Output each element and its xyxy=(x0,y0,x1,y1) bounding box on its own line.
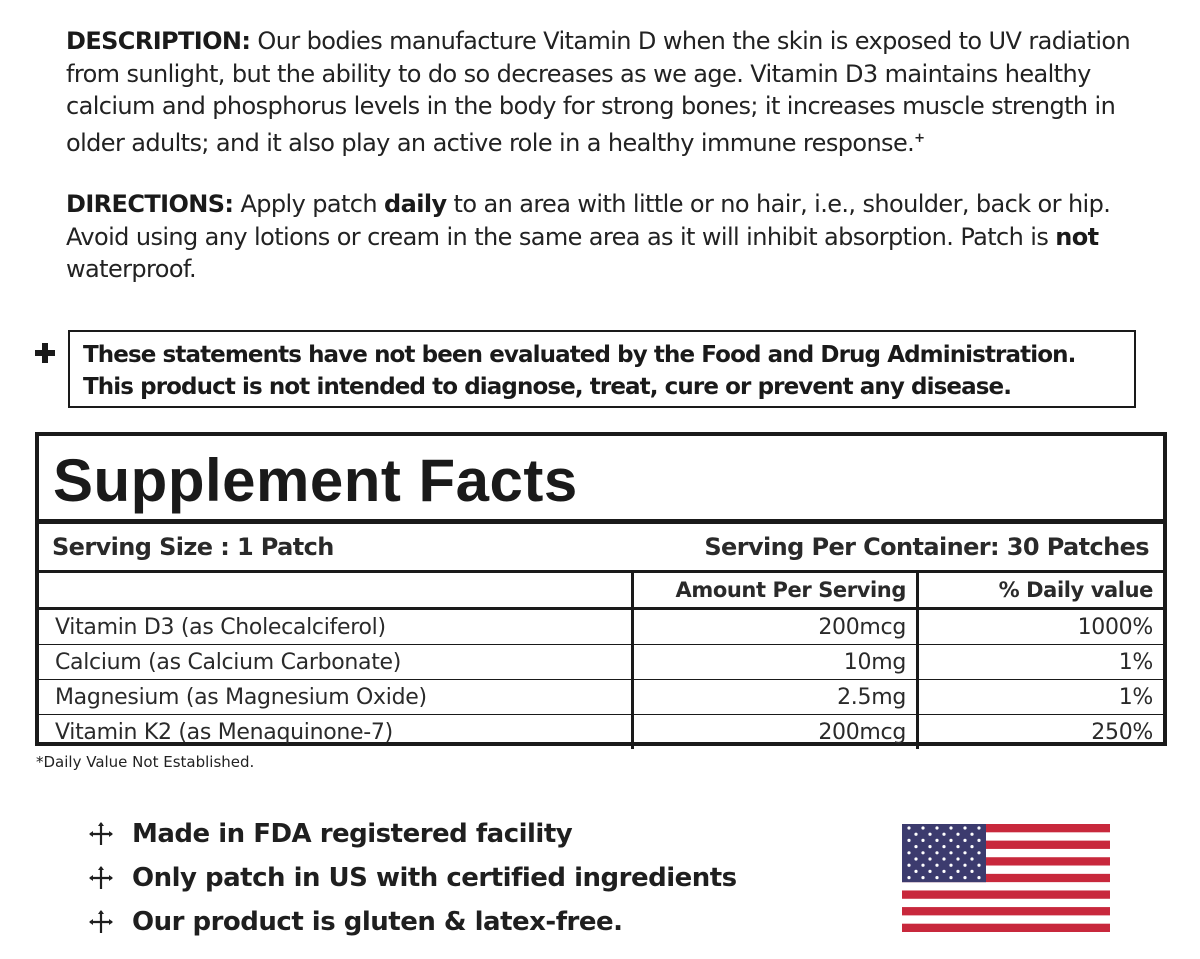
ingredient-amount: 2.5mg xyxy=(633,680,918,715)
table-row xyxy=(39,680,1163,715)
flag-star xyxy=(935,851,938,854)
flag-star xyxy=(928,833,931,836)
servings-per-container: Serving Per Container: 30 Patches xyxy=(704,533,1149,561)
ingredient-daily-value: 1000% xyxy=(918,609,1164,645)
fda-disclaimer-box xyxy=(68,330,1136,408)
flag-star xyxy=(970,833,973,836)
flag-star xyxy=(956,870,959,873)
fda-disclaimer-line-2: This product is not intended to diagnose, treat, cure or prevent any disease. xyxy=(83,374,1012,400)
flag-star xyxy=(928,857,931,860)
flag-star xyxy=(914,833,917,836)
ingredient-amount: 200mcg xyxy=(633,609,918,645)
description-footnote-mark: + xyxy=(914,130,925,146)
flag-star xyxy=(970,857,973,860)
flag-star xyxy=(949,839,952,842)
flag-star xyxy=(963,864,966,867)
directions-emphasis-not: not xyxy=(1055,222,1099,251)
flag-star xyxy=(928,845,931,848)
directions-emphasis-daily: daily xyxy=(384,190,447,218)
cross-icon xyxy=(88,909,114,935)
flag-stripe xyxy=(902,924,1110,932)
flag-star xyxy=(949,826,952,829)
flag-star xyxy=(956,833,959,836)
directions-label: DIRECTIONS: xyxy=(66,190,234,218)
flag-stripe xyxy=(902,907,1110,916)
daily-value-footnote: *Daily Value Not Established. xyxy=(36,753,255,771)
table-row xyxy=(39,645,1163,680)
flag-star xyxy=(956,857,959,860)
directions-text-3: waterproof. xyxy=(66,255,197,283)
flag-star xyxy=(949,851,952,854)
feature-list xyxy=(88,812,737,944)
table-header-row xyxy=(39,573,1163,609)
table-row xyxy=(39,609,1163,645)
plus-icon xyxy=(34,342,56,364)
description-paragraph xyxy=(66,25,1146,159)
cross-icon xyxy=(88,865,114,891)
flag-star xyxy=(921,826,924,829)
description-label: DESCRIPTION: xyxy=(66,27,251,55)
flag-stripe xyxy=(902,915,1110,924)
ingredient-name: Magnesium (as Magnesium Oxide) xyxy=(39,680,633,715)
flag-star xyxy=(914,870,917,873)
flag-star xyxy=(942,870,945,873)
flag-star xyxy=(935,826,938,829)
flag-star xyxy=(907,826,910,829)
directions-paragraph xyxy=(66,188,1146,286)
flag-star xyxy=(921,864,924,867)
flag-star xyxy=(935,864,938,867)
flag-star xyxy=(963,826,966,829)
description-text: Our bodies manufacture Vitamin D when the skin is exposed to UV radiation from sunlight, but the ability to do so decreases as we age. Vitamin D3 maintains healthy calcium and phosphorus levels in the body for strong bones; it increases muscle strength in older adults; and it also play an active role in a healthy immune response. xyxy=(66,27,1131,157)
flag-stripe xyxy=(902,890,1110,899)
column-header-daily-value: % Daily value xyxy=(918,573,1164,609)
list-item xyxy=(88,856,737,900)
ingredient-name: Vitamin K2 (as Menaquinone-7) xyxy=(55,719,393,745)
fda-disclaimer-line-1: These statements have not been evaluated by the Food and Drug Administration. xyxy=(83,342,1076,368)
ingredient-name: Calcium (as Calcium Carbonate) xyxy=(39,645,633,680)
supplement-facts-panel xyxy=(35,432,1167,746)
facts-divider-thick xyxy=(39,519,1163,524)
cross-icon xyxy=(88,821,114,847)
flag-star xyxy=(907,864,910,867)
flag-stripe xyxy=(902,899,1110,908)
flag-star xyxy=(977,876,980,879)
flag-star xyxy=(935,876,938,879)
feature-text: Made in FDA registered facility xyxy=(132,819,573,849)
column-header-amount: Amount Per Serving xyxy=(633,573,918,609)
flag-star xyxy=(942,833,945,836)
flag-star xyxy=(963,839,966,842)
column-header-ingredient xyxy=(39,573,633,609)
flag-star xyxy=(935,839,938,842)
us-flag-icon xyxy=(902,824,1110,932)
flag-star xyxy=(914,845,917,848)
flag-star xyxy=(921,876,924,879)
directions-text-2: to an area with little or no hair, i.e., shoulder, back or hip. Avoid using any lotions or cream in the same area as it will inhibit absorption. Patch is xyxy=(66,190,1111,251)
ingredient-daily-value: 250% xyxy=(918,715,1164,750)
flag-star xyxy=(928,870,931,873)
flag-star xyxy=(977,839,980,842)
feature-text: Our product is gluten & latex-free. xyxy=(132,907,623,937)
flag-star xyxy=(970,870,973,873)
flag-star xyxy=(963,851,966,854)
flag-star xyxy=(942,845,945,848)
flag-star xyxy=(970,845,973,848)
supplement-facts-title: Supplement Facts xyxy=(53,447,578,514)
supplement-facts-table xyxy=(39,573,1163,749)
ingredient-daily-value: 1% xyxy=(918,680,1164,715)
flag-star xyxy=(907,876,910,879)
table-row xyxy=(39,715,1163,750)
flag-star xyxy=(963,876,966,879)
ingredient-name: Vitamin D3 (as Cholecalciferol) xyxy=(39,609,633,645)
flag-star xyxy=(956,845,959,848)
flag-stripe xyxy=(902,882,1110,891)
flag-star xyxy=(949,864,952,867)
serving-size: Serving Size : 1 Patch xyxy=(52,533,334,561)
flag-star xyxy=(921,839,924,842)
flag-star xyxy=(949,876,952,879)
ingredient-amount: 200mcg xyxy=(633,715,918,750)
flag-star xyxy=(907,851,910,854)
directions-text-1: Apply patch xyxy=(233,190,385,218)
flag-star xyxy=(907,839,910,842)
flag-star xyxy=(977,851,980,854)
list-item xyxy=(88,812,737,856)
flag-star xyxy=(942,857,945,860)
ingredient-daily-value: 1% xyxy=(918,645,1164,680)
flag-star xyxy=(921,851,924,854)
list-item xyxy=(88,900,737,944)
feature-text: Only patch in US with certified ingredients xyxy=(132,863,737,893)
ingredient-amount: 10mg xyxy=(633,645,918,680)
flag-star xyxy=(977,826,980,829)
flag-star xyxy=(914,857,917,860)
flag-star xyxy=(977,864,980,867)
